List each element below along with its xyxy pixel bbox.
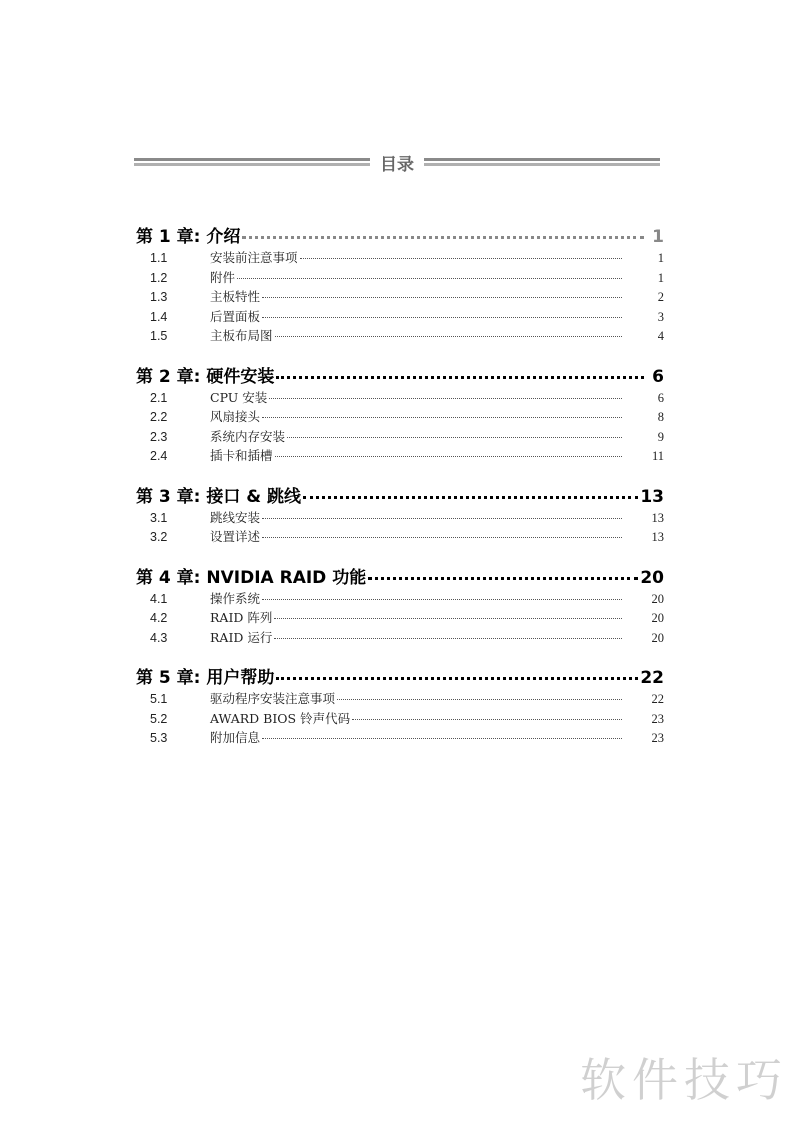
chapter-title: 第 2 章: 硬件安装 — [136, 366, 275, 387]
dot-leader — [269, 398, 622, 399]
dot-leader — [242, 236, 644, 239]
dot-leader — [262, 518, 622, 519]
section-page: 3 — [657, 309, 664, 324]
section-number: 4.2 — [150, 611, 168, 625]
section-number: 1.3 — [150, 290, 168, 304]
section-number: 3.1 — [150, 510, 168, 525]
section-number: 2.3 — [150, 429, 168, 444]
section-page: 20 — [651, 611, 664, 625]
section-entry[interactable] — [136, 628, 664, 648]
section-page: 13 — [651, 510, 664, 525]
dot-leader — [275, 336, 622, 337]
chapter-2 — [136, 362, 664, 466]
section-number: 2.4 — [150, 449, 168, 463]
chapter-page: 13 — [640, 486, 664, 507]
section-title: 主板特性 — [210, 289, 261, 304]
dot-leader — [274, 638, 622, 639]
section-title: 附件 — [210, 269, 236, 285]
page-title: 目录 — [380, 154, 414, 175]
dot-leader — [262, 297, 622, 298]
dot-leader — [275, 456, 622, 457]
section-page: 20 — [651, 630, 664, 645]
section-number: 1.4 — [150, 309, 168, 324]
section-number: 2.2 — [150, 410, 168, 424]
dot-leader — [237, 278, 622, 279]
chapter-page: 22 — [640, 668, 664, 688]
toc-header — [134, 150, 660, 174]
chapter-3 — [136, 482, 664, 547]
section-title: 系统内存安装 — [210, 428, 286, 444]
section-page: 6 — [657, 390, 664, 405]
header-rule-right — [424, 156, 660, 168]
section-title: 主板布局图 — [210, 328, 273, 343]
section-title: RAID 阵列 — [210, 610, 273, 625]
section-entry[interactable] — [136, 589, 664, 609]
dot-leader — [262, 537, 622, 538]
section-entry[interactable] — [136, 268, 664, 288]
section-title: 附加信息 — [210, 730, 261, 745]
section-entry[interactable] — [136, 388, 664, 408]
section-entry[interactable] — [136, 508, 664, 528]
section-entry[interactable] — [136, 728, 664, 748]
section-entry[interactable] — [136, 608, 664, 628]
section-entry[interactable] — [136, 326, 664, 346]
dot-leader — [276, 376, 644, 379]
dot-leader — [262, 738, 622, 739]
section-number: 4.3 — [150, 630, 168, 645]
chapter-entry[interactable] — [136, 222, 664, 248]
dot-leader — [262, 599, 622, 600]
section-page: 2 — [657, 290, 664, 304]
section-title: RAID 运行 — [210, 629, 273, 645]
chapter-title: 第 3 章: 接口 & 跳线 — [136, 486, 302, 507]
section-title: 安装前注意事项 — [210, 250, 298, 265]
chapter-entry[interactable] — [136, 563, 664, 589]
section-entry[interactable] — [136, 689, 664, 709]
dot-leader — [352, 719, 622, 720]
section-title: 风扇接头 — [210, 409, 261, 424]
section-page: 20 — [651, 591, 664, 606]
chapter-entry[interactable] — [136, 482, 664, 508]
section-number: 1.2 — [150, 270, 168, 285]
section-page: 23 — [651, 711, 664, 726]
chapter-page: 6 — [652, 366, 664, 387]
dot-leader — [287, 437, 622, 438]
section-title: 设置详述 — [210, 529, 261, 544]
section-title: AWARD BIOS 铃声代码 — [210, 710, 351, 726]
watermark-text: 软件技巧 — [580, 1053, 788, 1107]
section-entry[interactable] — [136, 709, 664, 729]
section-number: 2.1 — [150, 390, 168, 405]
section-title: 插卡和插槽 — [210, 448, 273, 463]
chapter-entry[interactable] — [136, 362, 664, 388]
section-page: 9 — [657, 429, 664, 444]
section-number: 1.1 — [150, 251, 168, 265]
section-number: 3.2 — [150, 530, 168, 544]
dot-leader — [262, 417, 622, 418]
section-number: 5.3 — [150, 731, 168, 745]
chapter-page: 20 — [640, 567, 664, 588]
section-page: 1 — [657, 251, 664, 265]
section-page: 1 — [657, 270, 664, 285]
chapter-title: 第 1 章: 介绍 — [136, 227, 241, 247]
section-entry[interactable] — [136, 307, 664, 327]
section-title: 跳线安装 — [210, 509, 261, 525]
dot-leader — [276, 677, 638, 680]
chapter-entry[interactable] — [136, 663, 664, 689]
section-page: 11 — [651, 449, 664, 463]
chapter-5 — [136, 663, 664, 748]
dot-leader — [303, 496, 638, 499]
dot-leader — [262, 317, 622, 318]
section-title: 驱动程序安装注意事项 — [210, 691, 336, 706]
chapter-title: 第 4 章: NVIDIA RAID 功能 — [136, 567, 367, 588]
chapter-1 — [136, 222, 664, 346]
table-of-contents — [136, 222, 664, 764]
section-page: 22 — [651, 692, 664, 706]
section-entry[interactable] — [136, 427, 664, 447]
section-page: 13 — [651, 530, 664, 544]
dot-leader — [300, 258, 622, 259]
section-entry[interactable] — [136, 287, 664, 307]
header-rule-left — [134, 156, 370, 168]
section-title: CPU 安装 — [210, 389, 268, 405]
section-entry[interactable] — [136, 527, 664, 547]
chapter-page: 1 — [652, 227, 664, 247]
chapter-4 — [136, 563, 664, 648]
section-number: 4.1 — [150, 591, 168, 606]
section-page: 4 — [657, 329, 664, 343]
dot-leader — [368, 577, 638, 580]
dot-leader — [337, 699, 622, 700]
section-title: 操作系统 — [210, 590, 261, 606]
section-number: 5.1 — [150, 692, 168, 706]
section-entry[interactable] — [136, 446, 664, 466]
section-number: 1.5 — [150, 329, 168, 343]
dot-leader — [274, 618, 622, 619]
section-entry[interactable] — [136, 407, 664, 427]
section-page: 23 — [651, 731, 664, 745]
section-title: 后置面板 — [210, 308, 261, 324]
section-entry[interactable] — [136, 248, 664, 268]
chapter-title: 第 5 章: 用户帮助 — [136, 668, 275, 688]
section-number: 5.2 — [150, 711, 168, 726]
section-page: 8 — [657, 410, 664, 424]
